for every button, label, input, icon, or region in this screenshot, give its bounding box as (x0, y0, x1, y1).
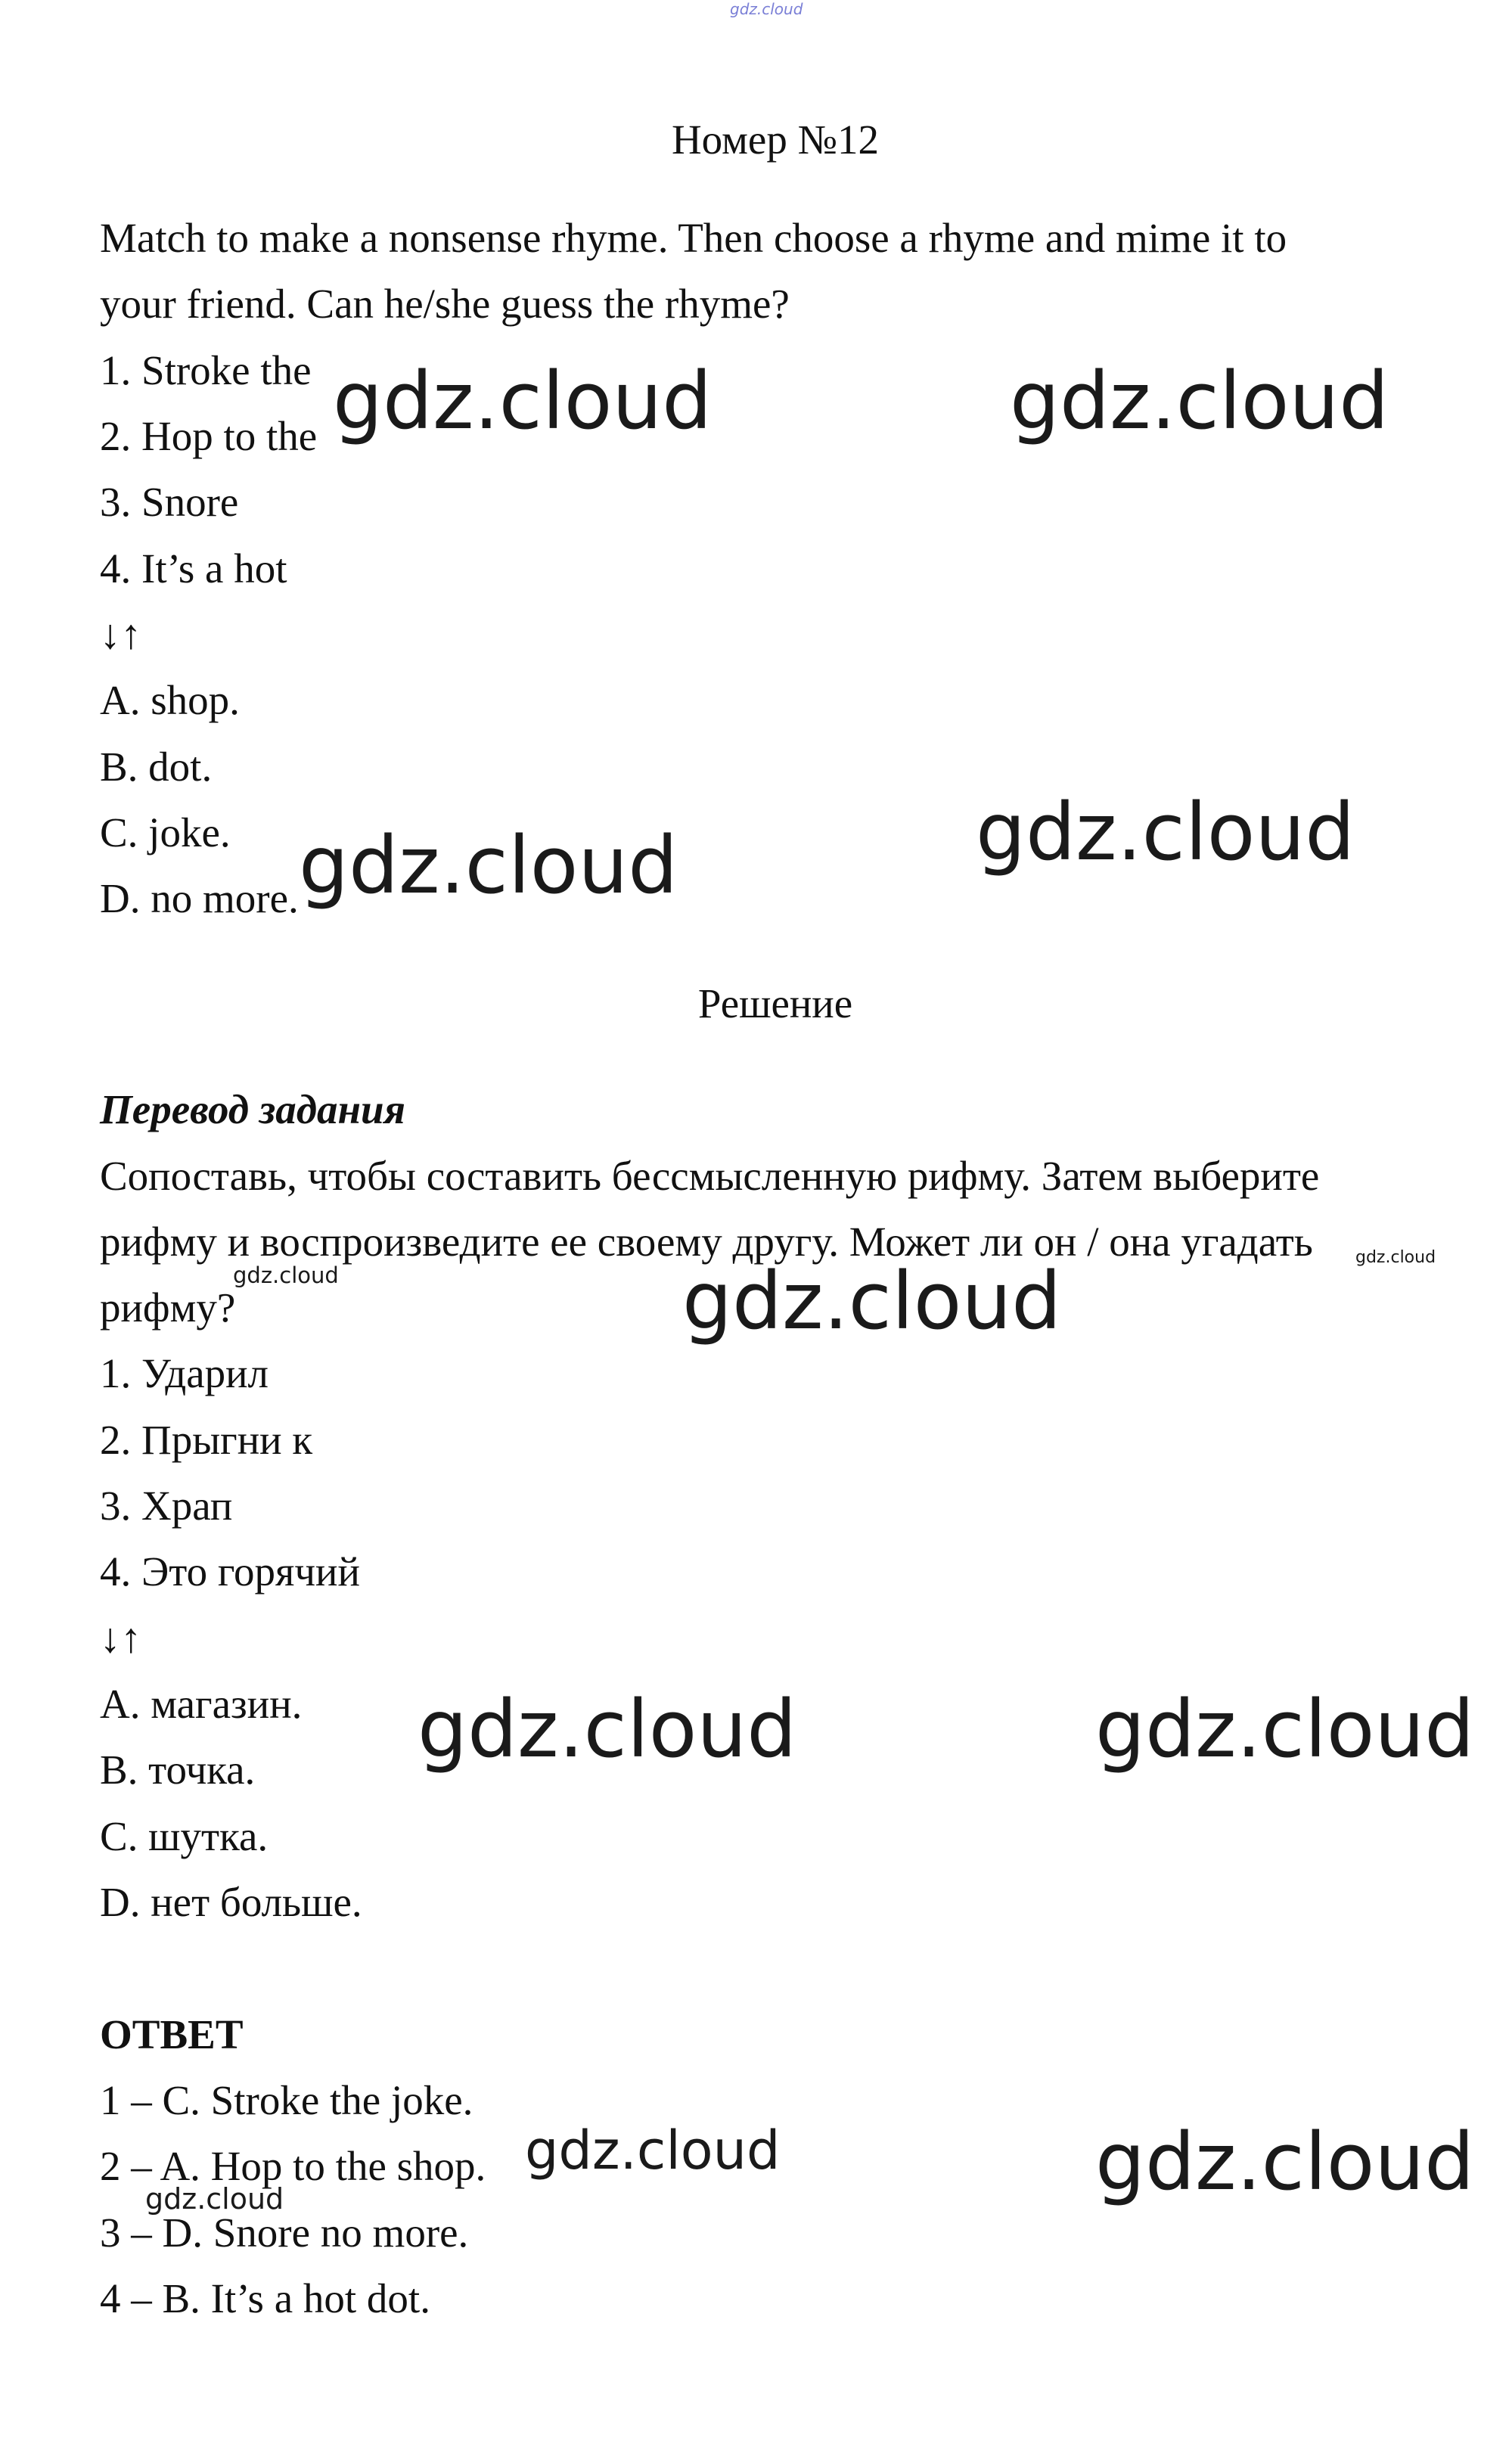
translation-arrows: ↓↑ (100, 1615, 141, 1661)
watermark: gdz.cloud (333, 355, 713, 447)
translation-ending-c: C. шутка. (100, 1813, 269, 1859)
task-start-3: 3. Snore (100, 479, 239, 525)
page-title: Номер №12 (671, 116, 880, 163)
translation-line-3: рифму? (100, 1284, 236, 1331)
watermark: gdz.cloud (525, 2119, 781, 2181)
watermark: gdz.cloud (145, 2182, 284, 2216)
watermark: gdz.cloud (1095, 2116, 1475, 2208)
task-start-1: 1. Stroke the (100, 347, 312, 393)
task-ending-a: A. shop. (100, 677, 240, 723)
watermark: gdz.cloud (1355, 1248, 1436, 1267)
watermark: gdz.cloud (418, 1683, 797, 1775)
watermark: gdz.cloud (1010, 355, 1389, 447)
task-instruction-line-2: your friend. Can he/she guess the rhyme? (100, 281, 790, 327)
answer-line-4: 4 – B. It’s a hot dot. (100, 2275, 430, 2321)
translation-heading: Перевод задания (100, 1086, 405, 1132)
watermark: gdz.cloud (1095, 1683, 1475, 1775)
watermark: gdz.cloud (682, 1255, 1062, 1347)
watermark: gdz.cloud (976, 786, 1355, 878)
task-instruction-line-1: Match to make a nonsense rhyme. Then choose a rhyme and mime it to (100, 215, 1287, 261)
watermark: gdz.cloud (233, 1262, 339, 1288)
watermark: gdz.cloud (299, 819, 678, 911)
answer-line-3: 3 – D. Snore no more. (100, 2209, 469, 2256)
translation-ending-a: A. магазин. (100, 1681, 303, 1727)
translation-start-2: 2. Прыгни к (100, 1417, 313, 1463)
translation-line-1: Сопоставь, чтобы составить бессмысленную рифму. Затем выберите (100, 1153, 1320, 1199)
answer-line-2: 2 – A. Hop to the shop. (100, 2143, 486, 2189)
translation-start-1: 1. Ударил (100, 1350, 269, 1396)
task-arrows: ↓↑ (100, 611, 141, 657)
translation-start-3: 3. Храп (100, 1483, 233, 1529)
answer-heading: ОТВЕТ (100, 2011, 244, 2057)
translation-start-4: 4. Это горячий (100, 1548, 360, 1595)
solution-heading: Решение (697, 980, 853, 1026)
task-ending-b: B. dot. (100, 744, 213, 790)
task-start-4: 4. It’s a hot (100, 545, 287, 592)
site-mark: gdz.cloud (730, 0, 803, 18)
translation-ending-d: D. нет больше. (100, 1879, 362, 1925)
answer-line-1: 1 – C. Stroke the joke. (100, 2077, 473, 2123)
translation-line-2: рифму и воспроизведите ее своему другу. Может ли он / она угадать (100, 1219, 1313, 1265)
task-start-2: 2. Hop to the (100, 413, 318, 459)
task-ending-d: D. no more. (100, 875, 299, 921)
task-ending-c: C. joke. (100, 809, 231, 856)
translation-ending-b: B. точка. (100, 1747, 256, 1793)
